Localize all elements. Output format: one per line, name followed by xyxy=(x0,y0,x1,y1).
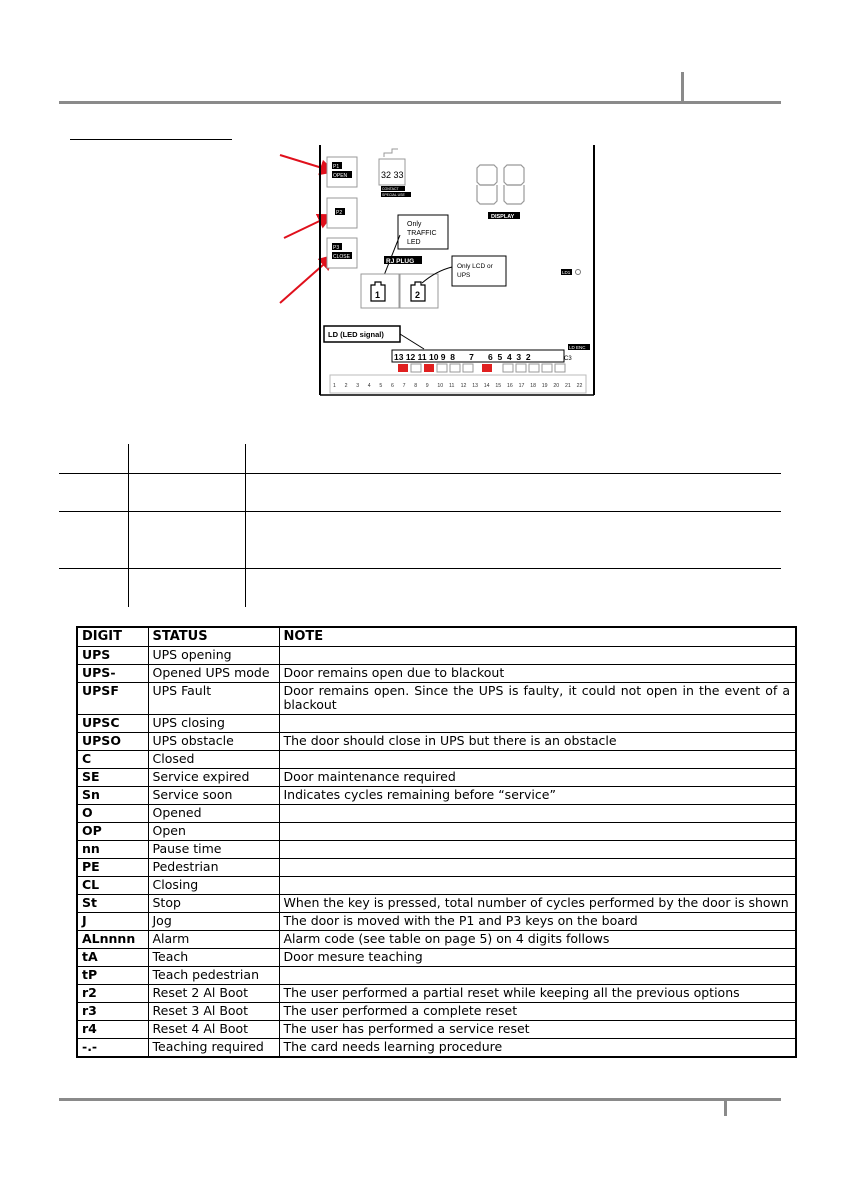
note-cell xyxy=(279,823,796,841)
note-cell xyxy=(279,647,796,665)
digit-cell: UPSO xyxy=(77,733,148,751)
status-cell: UPS closing xyxy=(148,715,279,733)
terminal-number: 2 xyxy=(344,383,348,389)
table-row xyxy=(77,805,796,823)
status-cell: UPS obstacle xyxy=(148,733,279,751)
svg-text:CONTACT: CONTACT xyxy=(382,187,399,191)
digit-cell: UPSC xyxy=(77,715,148,733)
ld1-label: LD1 xyxy=(562,270,571,275)
table-row xyxy=(77,1039,796,1058)
terminal-number: 13 xyxy=(472,383,478,389)
key-p3-caption: CLOSE xyxy=(333,254,350,260)
svg-text:TRAFFIC: TRAFFIC xyxy=(407,230,437,237)
status-cell: Closing xyxy=(148,877,279,895)
digit-cell: OP xyxy=(77,823,148,841)
terminal-number: 14 xyxy=(483,383,490,389)
header-status: STATUS xyxy=(148,627,279,647)
terminal-number: 1 xyxy=(333,383,336,389)
table-row xyxy=(77,985,796,1003)
note-cell xyxy=(279,841,796,859)
terminal-number: 12 xyxy=(460,383,467,389)
table-row xyxy=(77,751,796,769)
digit-cell: UPS- xyxy=(77,665,148,683)
digit-cell: UPSF xyxy=(77,683,148,715)
digit-cell: tP xyxy=(77,967,148,985)
table-row xyxy=(77,715,796,733)
status-cell: Jog xyxy=(148,913,279,931)
terminal-number: 18 xyxy=(530,383,536,389)
lcd-ups-callout xyxy=(452,256,506,286)
terminal-number: 21 xyxy=(565,383,571,389)
digit-cell: PE xyxy=(77,859,148,877)
table-row xyxy=(77,1003,796,1021)
terminal-number: 11 xyxy=(449,383,455,389)
terminal-number: 10 xyxy=(437,383,444,389)
status-cell: Service expired xyxy=(148,769,279,787)
digit-cell: CL xyxy=(77,877,148,895)
digit-cell: Sn xyxy=(77,787,148,805)
note-cell: The door is moved with the P1 and P3 keys on the board xyxy=(279,913,796,931)
terminal-number: 22 xyxy=(576,383,583,389)
status-cell: Opened UPS mode xyxy=(148,665,279,683)
note-cell: Door remains open. Since the UPS is faulty, it could not open in the event of a blackout xyxy=(279,683,796,715)
digit-cell: ALnnnn xyxy=(77,931,148,949)
digit-cell: UPS xyxy=(77,647,148,665)
status-cell: UPS Fault xyxy=(148,683,279,715)
terminal-number: 17 xyxy=(518,383,525,389)
table-row xyxy=(77,665,796,683)
table-row xyxy=(77,841,796,859)
terminal-number: 5 xyxy=(379,383,383,389)
status-cell: Pedestrian xyxy=(148,859,279,877)
note-cell xyxy=(279,715,796,733)
footer-tick xyxy=(724,1100,727,1116)
status-cell: Alarm xyxy=(148,931,279,949)
terminal-number: 3 xyxy=(356,383,360,389)
digit-cell: r4 xyxy=(77,1021,148,1039)
footer-rule xyxy=(59,1098,781,1101)
ld-enc-label: LD ENC xyxy=(569,345,586,350)
table-row xyxy=(77,787,796,805)
table-row xyxy=(77,683,796,715)
note-cell: When the key is pressed, total number of cycles performed by the door is shown xyxy=(279,895,796,913)
control-board-diagram xyxy=(318,145,598,397)
status-cell: Teach xyxy=(148,949,279,967)
digit-cell: r3 xyxy=(77,1003,148,1021)
display-label: DISPLAY xyxy=(491,214,515,220)
digit-cell: SE xyxy=(77,769,148,787)
status-cell: Pause time xyxy=(148,841,279,859)
table-row xyxy=(77,877,796,895)
key-p2-label: P2 xyxy=(336,210,343,216)
header-tick xyxy=(681,72,684,102)
table-row xyxy=(77,1021,796,1039)
note-cell xyxy=(279,751,796,769)
status-cell: Opened xyxy=(148,805,279,823)
rj-plug-label: RJ PLUG xyxy=(386,258,415,265)
table-row xyxy=(77,895,796,913)
status-cell: Reset 2 Al Boot xyxy=(148,985,279,1003)
section-heading-underline xyxy=(70,139,232,140)
status-cell: Reset 3 Al Boot xyxy=(148,1003,279,1021)
terminal-number: 7 xyxy=(402,383,406,389)
table-row xyxy=(77,913,796,931)
svg-text:Only LCD or: Only LCD or xyxy=(457,263,493,270)
display-status-table xyxy=(76,626,797,1058)
terminal-number: 16 xyxy=(507,383,513,389)
svg-text:Only: Only xyxy=(407,221,422,228)
digit-cell: tA xyxy=(77,949,148,967)
header-digit: DIGIT xyxy=(77,627,148,647)
rj-plug-2-label: 2 xyxy=(415,290,421,300)
status-cell: Service soon xyxy=(148,787,279,805)
digit-cell: J xyxy=(77,913,148,931)
seven-segment-display xyxy=(477,165,524,204)
digit-cell: C xyxy=(77,751,148,769)
note-cell: The card needs learning procedure xyxy=(279,1039,796,1058)
status-cell: Stop xyxy=(148,895,279,913)
table-row xyxy=(77,859,796,877)
svg-text:UPS: UPS xyxy=(457,272,471,279)
status-cell: Teach pedestrian xyxy=(148,967,279,985)
digit-cell: O xyxy=(77,805,148,823)
table-row xyxy=(77,949,796,967)
table-row xyxy=(77,823,796,841)
terminal-number: 6 xyxy=(391,383,394,389)
terminal-number: 4 xyxy=(367,383,371,389)
note-cell: The user performed a partial reset while keeping all the previous options xyxy=(279,985,796,1003)
table-row xyxy=(77,967,796,985)
digit-cell: -.- xyxy=(77,1039,148,1058)
note-cell: Alarm code (see table on page 5) on 4 digits follows xyxy=(279,931,796,949)
table-row xyxy=(77,769,796,787)
table-row xyxy=(77,931,796,949)
note-cell: Door maintenance required xyxy=(279,769,796,787)
terminal-number: 15 xyxy=(495,383,502,389)
led-row xyxy=(398,364,565,372)
led-numbers: 13 12 11 10 9 8 7 6 5 4 3 2 xyxy=(394,352,531,362)
terminal-number: 9 xyxy=(425,383,429,389)
status-cell: Reset 4 Al Boot xyxy=(148,1021,279,1039)
connector-numbers: 32 33 xyxy=(381,170,404,180)
status-cell: Teaching required xyxy=(148,1039,279,1058)
table-row xyxy=(77,733,796,751)
svg-text:LED: LED xyxy=(407,239,421,246)
key-p1-caption: OPEN xyxy=(333,173,348,179)
table-row xyxy=(77,647,796,665)
svg-text:SPECIAL USE: SPECIAL USE xyxy=(382,193,405,197)
note-cell: The door should close in UPS but there is an obstacle xyxy=(279,733,796,751)
terminal-number: 20 xyxy=(553,383,560,389)
terminal-number: 19 xyxy=(541,383,548,389)
svg-text:C3: C3 xyxy=(564,356,572,362)
digit-cell: r2 xyxy=(77,985,148,1003)
header-rule xyxy=(59,101,781,104)
digit-cell: St xyxy=(77,895,148,913)
note-cell: Door mesure teaching xyxy=(279,949,796,967)
key-p3-label: P3 xyxy=(333,245,340,251)
status-cell: UPS opening xyxy=(148,647,279,665)
status-cell: Open xyxy=(148,823,279,841)
table-header-row xyxy=(77,627,796,647)
key-p1-label: P1 xyxy=(333,164,340,170)
terminal-number: 8 xyxy=(414,383,418,389)
status-cell: Closed xyxy=(148,751,279,769)
rj-plug-1-label: 1 xyxy=(375,290,381,300)
ld-signal-label: LD (LED signal) xyxy=(328,330,384,339)
header-note: NOTE xyxy=(279,627,796,647)
note-cell: Door remains open due to blackout xyxy=(279,665,796,683)
note-cell: Indicates cycles remaining before “service” xyxy=(279,787,796,805)
digit-cell: nn xyxy=(77,841,148,859)
note-cell xyxy=(279,859,796,877)
note-cell xyxy=(279,877,796,895)
note-cell: The user performed a complete reset xyxy=(279,1003,796,1021)
note-cell xyxy=(279,967,796,985)
note-cell xyxy=(279,805,796,823)
note-cell: The user has performed a service reset xyxy=(279,1021,796,1039)
